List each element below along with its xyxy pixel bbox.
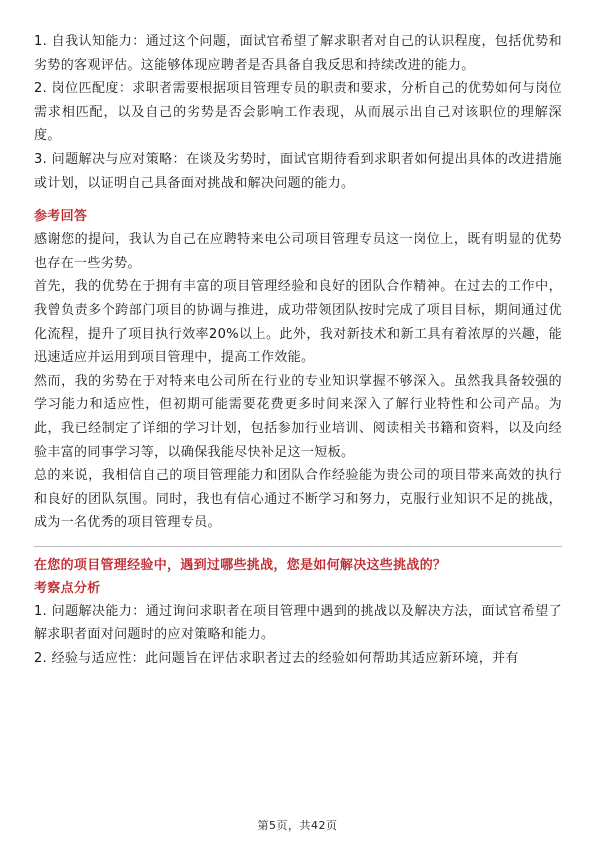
section-divider bbox=[34, 546, 562, 547]
evaluation-point: 2. 岗位匹配度：求职者需要根据项目管理专员的职责和要求，分析自己的优势如何与岗位需求相匹配，以及自己的劣势是否会影响工作表现，从而展示出自己对该职位的理解深度。 bbox=[34, 81, 562, 144]
analysis-heading: 考察点分析 bbox=[34, 580, 101, 596]
analysis-point: 1. 问题解决能力：通过询问求职者在项目管理中遇到的挑战以及解决方法，面试官希望了解求职者面对问题时的应对策略和能力。 bbox=[34, 603, 562, 643]
page-number: 第5页，共42页 bbox=[257, 819, 338, 832]
answer-paragraph: 感谢您的提问，我认为自己在应聘特来电公司项目管理专员这一岗位上，既有明显的优势也存在一些劣势。 bbox=[34, 232, 562, 271]
question-title: 在您的项目管理经验中，遇到过哪些挑战，您是如何解决这些挑战的？ bbox=[34, 557, 447, 573]
answer-paragraph: 然而，我的劣势在于对特来电公司所在行业的专业知识掌握不够深入。虽然我具备较强的学习能力和适应性，但初期可能需要花费更多时间来深入了解行业特性和公司产品。为此，我已经制定了详细的学习计划，包括参加行业培训、阅读相关书籍和资料，以及向经验丰富的同事学习等，以确保我能尽快补足这一短板。 bbox=[34, 373, 562, 460]
evaluation-point: 3. 问题解决与应对策略：在谈及劣势时，面试官期待看到求职者如何提出具体的改进措施或计划，以证明自己具备面对挑战和解决问题的能力。 bbox=[34, 151, 562, 191]
next-question-section bbox=[34, 554, 562, 671]
answer-paragraph: 首先，我的优势在于拥有丰富的项目管理经验和良好的团队合作精神。在过去的工作中，我曾负责多个跨部门项目的协调与推进，成功带领团队按时完成了项目目标，期间通过优化流程，提升了项目执行效率20%以上。此外，我对新技术和新工具有着浓厚的兴趣，能迅速适应并运用到项目管理中，提高工作效能。 bbox=[34, 279, 562, 366]
reference-answer-section bbox=[34, 205, 562, 535]
analysis-point: 2. 经验与适应性：此问题旨在评估求职者过去的经验如何帮助其适应新环境，并有 bbox=[34, 651, 519, 667]
evaluation-point: 1. 自我认知能力：通过这个问题，面试官希望了解求职者对自己的认识程度，包括优势和劣势的客观评估。这能够体现应聘者是否具备自我反思和持续改进的能力。 bbox=[34, 34, 562, 73]
document-page bbox=[34, 30, 562, 671]
evaluation-points-section bbox=[34, 30, 562, 195]
reference-answer-heading: 参考回答 bbox=[34, 209, 88, 225]
answer-paragraph: 总的来说，我相信自己的项目管理能力和团队合作经验能为贵公司的项目带来高效的执行和良好的团队氛围。同时，我也有信心通过不断学习和努力，克服行业知识不足的挑战，成为一名优秀的项目管理专员。 bbox=[34, 468, 562, 531]
